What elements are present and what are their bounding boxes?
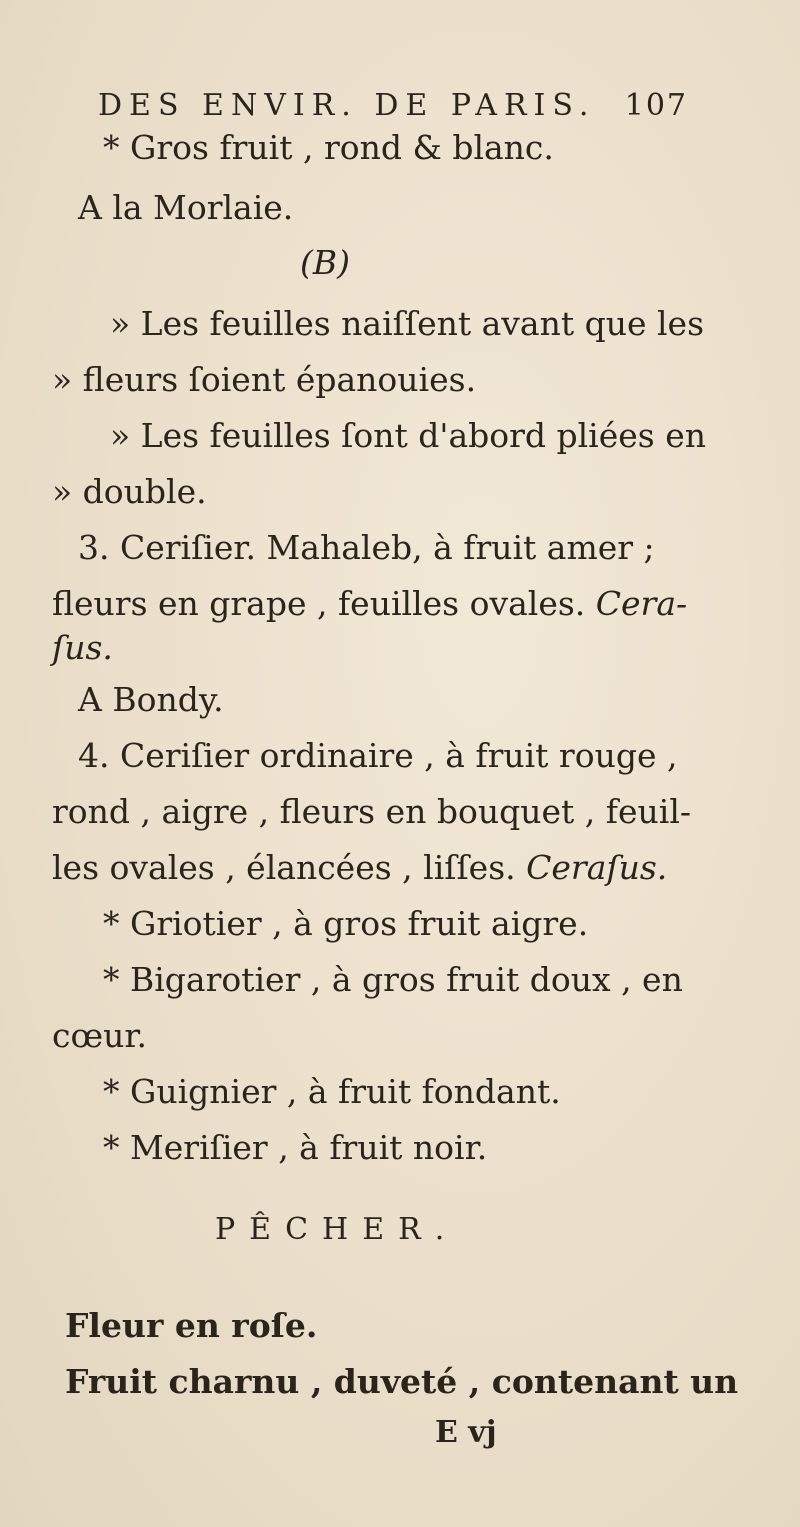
page-number: 107 (624, 88, 688, 123)
page-header (98, 88, 688, 123)
text-line: * Griotier , à gros fruit aigre. (103, 904, 589, 943)
text-line: * Guignier , à fruit fondant. (103, 1072, 561, 1111)
text-line (52, 848, 667, 887)
latin-name: Cera- (595, 584, 688, 623)
text-line: * Gros fruit , rond & blanc. (103, 128, 554, 167)
text-line: Fleur en roſe. (65, 1306, 318, 1345)
text-line: 4. Ceriſier ordinaire , à fruit rouge , (78, 736, 678, 775)
text-line: rond , aigre , fleurs en bouquet , feuil- (52, 792, 692, 831)
text-line: * Meriſier , à fruit noir. (103, 1128, 488, 1167)
signature-mark: E vj (435, 1415, 497, 1450)
text-line: » fleurs ſoient épanouies. (52, 360, 477, 399)
latin-name: Ceraſus. (526, 848, 668, 887)
section-mark: (B) (300, 243, 350, 282)
section-heading: PÊCHER. (215, 1212, 459, 1247)
text-line: cœur. (52, 1016, 148, 1055)
text-line: 3. Ceriſier. Mahaleb, à fruit amer ; (78, 528, 655, 567)
latin-name: ſus. (52, 628, 113, 667)
text-line: * Bigarotier , à gros fruit doux , en (103, 960, 683, 999)
running-title: DES ENVIR. DE PARIS. (98, 88, 596, 123)
text-line: » Les feuilles naiſſent avant que les (110, 304, 705, 343)
text-line: » Les feuilles ſont d'abord pliées en (110, 416, 706, 455)
text-line: » double. (52, 472, 207, 511)
text-line: A la Morlaie. (78, 188, 294, 227)
text-segment: fleurs en grape , feuilles ovales. (52, 584, 586, 623)
text-line: A Bondy. (78, 680, 224, 719)
text-line: Fruit charnu , duveté , contenant un (65, 1362, 739, 1401)
text-segment: les ovales , élancées , liſſes. (52, 848, 516, 887)
text-line (52, 584, 687, 623)
